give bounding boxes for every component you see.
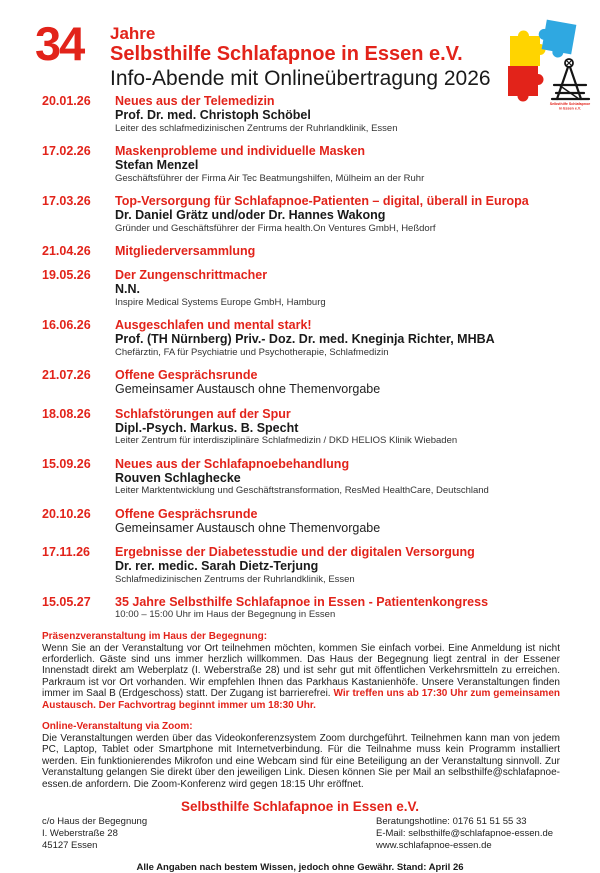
schedule-list xyxy=(0,86,600,621)
entry-date: 15.09.26 xyxy=(42,456,91,471)
entry-title: Neues aus der Schlafapnoebehandlung xyxy=(115,456,350,471)
entry-date: 19.05.26 xyxy=(42,268,91,282)
entry-date: 20.10.26 xyxy=(42,506,91,521)
presence-heading: Präsenzveranstaltung im Haus der Begegnung: xyxy=(42,630,268,642)
schedule-entry xyxy=(42,318,562,358)
entry-title: Mitgliederversammlung xyxy=(115,244,256,258)
entry-date: 21.04.26 xyxy=(42,244,91,258)
club-logo-icon xyxy=(496,14,596,114)
entry-date: 21.07.26 xyxy=(42,368,91,382)
address-line: I. Weberstraße 28 xyxy=(42,827,118,839)
entry-desc: 10:00 – 15:00 Uhr im Haus der Begegnung in Essen xyxy=(115,609,336,620)
entry-title: Maskenprobleme und individuelle Masken xyxy=(115,144,366,158)
entry-title: Neues aus der Telemedizin xyxy=(115,94,275,108)
footer-columns xyxy=(0,814,600,852)
online-body: Die Veranstaltungen werden über das Videokonferenzsystem Zoom durchgeführt. Teilnehmen kann man von jedem PC, Laptop, Tablet oder Smartphone mit Internetverbindung. Für die Teilnahme muss kein Programm installiert werden. Ein funktionierendes Mikrofon und eine Webcam sind für eine Beteiligung an der Veranstaltung sinnvoll. Zur Veranstaltung gelangen Sie direkt über den jeweiligen Link. Diesen können Sie per Mail an selbsthilfe@schlafapnoe-essen.de anfordern. Die Zoom-Konferenz wird gegen 18:15 Uhr eröffnet. xyxy=(42,732,560,790)
entry-speaker: N.N. xyxy=(115,282,140,296)
entry-body xyxy=(115,545,562,585)
entry-speaker: Dr. rer. medic. Sarah Dietz-Terjung xyxy=(115,559,319,573)
entry-body xyxy=(115,194,562,234)
entry-desc: Geschäftsführer der Firma Air Tec Beatmungshilfen, Mülheim an der Ruhr xyxy=(115,172,425,184)
logo-caption-line1: Selbsthilfe Schlafapnoe xyxy=(549,102,591,106)
disclaimer: Alle Angaben nach bestem Wissen, jedoch ohne Gewähr. Stand: April 26 xyxy=(136,861,464,873)
entry-desc: Leiter des schlafmedizinischen Zentrums der Ruhrlandklinik, Essen xyxy=(115,122,398,134)
online-section xyxy=(0,721,600,790)
entry-title: 35 Jahre Selbsthilfe Schlafapnoe in Essen - Patientenkongress xyxy=(115,595,489,609)
entry-speaker: Rouven Schlaghecke xyxy=(115,470,241,485)
schedule-entry xyxy=(42,507,562,536)
schedule-entry xyxy=(42,94,562,134)
schedule-entry xyxy=(42,194,562,234)
entry-speaker: Dipl.-Psych. Markus. B. Specht xyxy=(115,420,299,435)
contact-line-hotline: Beratungshotline: 0176 51 51 55 33 xyxy=(376,815,527,827)
contact-line-email: E-Mail: selbsthilfe@schlafapnoe-essen.de xyxy=(376,827,554,839)
entry-date: 17.11.26 xyxy=(42,545,90,559)
presence-body xyxy=(42,643,560,711)
entry-body xyxy=(115,407,562,447)
footer xyxy=(0,799,600,873)
entry-title: Offene Gesprächsrunde xyxy=(115,506,258,521)
entry-speaker: Stefan Menzel xyxy=(115,158,199,172)
presence-body-text: Wenn Sie an der Veranstaltung vor Ort teilnehmen möchten, kommen Sie einfach vorbei. Eine Anmeldung ist nicht erforderlich. Gäste sind uns immer herzlich willkommen. Das Haus der Begegnung liegt zentral in der Essener Innenstadt direkt am Weberplatz (I. Weberstraße 28) und ist sehr gut mit öffentlichen Verkehrsmitteln zu erreichen. Parkraum ist vor Ort vorhanden. Wir empfehlen Ihnen das Parkhaus Kastanienhöfe. Unsere Veranstaltungen finden immer im Saal B (Erdgeschoss) statt. Der Zugang ist barrierefrei. xyxy=(42,642,560,700)
address-line: c/o Haus der Begegnung xyxy=(42,815,148,827)
schedule-entry xyxy=(42,595,562,621)
schedule-entry xyxy=(42,268,562,308)
entry-date: 17.03.26 xyxy=(42,194,91,208)
logo-caption-line2: in Essen e.V. xyxy=(559,106,581,111)
entry-desc: Gründer und Geschäftsführer der Firma health.On Ventures GmbH, Heßdorf xyxy=(115,222,436,234)
entry-desc: Chefärztin, FA für Psychiatrie und Psychotherapie, Schlafmedizin xyxy=(115,346,389,358)
entry-desc: Leiter Marktentwicklung und Geschäftstransformation, ResMed HealthCare, Deutschland xyxy=(115,485,489,496)
schedule-entry xyxy=(42,457,562,497)
headframe-icon xyxy=(552,59,589,99)
entry-body xyxy=(115,457,562,497)
entry-body xyxy=(115,268,562,308)
entry-date: 18.08.26 xyxy=(42,406,91,421)
contact-block xyxy=(376,816,594,852)
address-line: 45127 Essen xyxy=(42,839,98,851)
entry-desc: Schlafmedizinischen Zentrums der Ruhrlandklinik, Essen xyxy=(115,573,355,585)
entry-title: Offene Gesprächsrunde xyxy=(115,368,258,382)
entry-title: Top-Versorgung für Schlafapnoe-Patienten – digital, überall in Europa xyxy=(115,194,529,208)
entry-date: 20.01.26 xyxy=(42,94,91,108)
schedule-entry xyxy=(42,244,562,258)
page-subtitle: Info-Abende mit Onlineübertragung 2026 xyxy=(110,67,491,90)
entry-date: 15.05.27 xyxy=(42,595,91,609)
entry-plain: Gemeinsamer Austausch ohne Themenvorgabe xyxy=(115,382,381,396)
entry-speaker: Dr. Daniel Grätz und/oder Dr. Hannes Wakong xyxy=(115,208,386,222)
entry-desc: Leiter Zentrum für interdisziplinäre Schlafmedizin / DKD HELIOS Klinik Wiebaden xyxy=(115,435,458,446)
page-title: Selbsthilfe Schlafapnoe in Essen e.V. xyxy=(110,43,463,65)
years-word: Jahre xyxy=(110,24,156,43)
schedule-entry xyxy=(42,545,562,585)
footer-org-name: Selbsthilfe Schlafapnoe in Essen e.V. xyxy=(180,798,420,814)
entry-body xyxy=(115,94,562,134)
presence-section xyxy=(0,631,600,711)
entry-plain: Gemeinsamer Austausch ohne Themenvorgabe xyxy=(115,520,381,535)
years-number: 34 xyxy=(35,17,84,70)
entry-title: Ergebnisse der Diabetesstudie und der digitalen Versorgung xyxy=(115,545,475,559)
entry-body xyxy=(115,595,562,621)
contact-line-website: www.schlafapnoe-essen.de xyxy=(376,839,492,851)
entry-body xyxy=(115,144,562,184)
entry-desc: Inspire Medical Systems Europe GmbH, Hamburg xyxy=(115,296,326,308)
entry-body xyxy=(115,318,562,358)
schedule-entry xyxy=(42,368,562,397)
puzzle-piece-red-icon xyxy=(508,66,544,102)
entry-title: Ausgeschlafen und mental stark! xyxy=(115,318,312,332)
entry-date: 16.06.26 xyxy=(42,318,91,332)
online-heading: Online-Veranstaltung via Zoom: xyxy=(42,720,193,732)
entry-body xyxy=(115,368,562,397)
entry-date: 17.02.26 xyxy=(42,144,91,158)
entry-body xyxy=(115,507,562,536)
entry-speaker: Prof. (TH Nürnberg) Priv.- Doz. Dr. med. Kneginja Richter, MHBA xyxy=(115,332,495,346)
entry-title: Der Zungenschrittmacher xyxy=(115,268,268,282)
entry-speaker: Prof. Dr. med. Christoph Schöbel xyxy=(115,108,311,122)
entry-title: Schlafstörungen auf der Spur xyxy=(115,406,291,421)
schedule-entry xyxy=(42,407,562,447)
schedule-entry xyxy=(42,144,562,184)
address-block xyxy=(42,816,147,852)
presence-highlight: Wir treffen uns ab 17:30 Uhr zum gemeinsamen Austausch. Der Fachvortrag beginnt immer um 18:30 Uhr. xyxy=(42,688,560,711)
entry-body xyxy=(115,244,562,258)
